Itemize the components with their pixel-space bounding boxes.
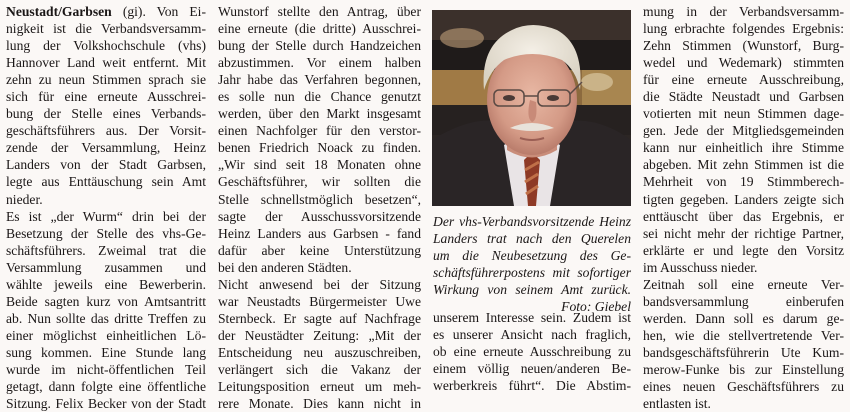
text-line: sich für eine erneute Ausschrei-: [6, 89, 206, 105]
article-column-2: [218, 3, 421, 412]
text-line: geschäftsführers aus. Der Vorsit-: [6, 123, 206, 139]
text-line: votierten mit neun Stimmen dage-: [643, 106, 844, 122]
text-line: gen. Jede der Mitgliedsgemeinden: [643, 123, 844, 139]
text-line: Nicht anwesend bei der Sitzung: [218, 276, 421, 292]
text-line: mung in der Verbandsversamm-: [643, 4, 844, 19]
text-line: die Städte Neustadt und Garbsen: [643, 89, 844, 105]
text-line: Besetzung der Stelle des vhs-Ge-: [6, 225, 206, 241]
text-line: zehn zu neun Stimmen sprach sie: [6, 72, 206, 88]
article-column-3: [433, 309, 631, 394]
text-line: benen Friedrich Noack zu finden.: [218, 140, 421, 156]
text-line: merow-Funke bis zur Einstellung: [643, 361, 844, 377]
caption-line: um die Neubesetzung des Ge-: [433, 248, 631, 264]
text-line: bandsgeschäftsführerin Ute Kum-: [643, 344, 844, 360]
text-line: enttäuscht über das Ergebnis, er: [643, 208, 844, 224]
text-line: legte aus Enttäuschung sein Amt: [6, 174, 206, 190]
text-line: Stelle schnellstmöglich besetzen“,: [218, 191, 421, 207]
text-line: getagt, dann folgte eine öffentliche: [6, 379, 206, 395]
text-line: sung kommen. Eine Stunde lang: [6, 344, 206, 360]
text-line: bei den anderen Städten.: [218, 259, 352, 275]
text-line: einen Nachfolger für den verstor-: [218, 123, 421, 139]
text-line: Hannover Land weit entfernt. Mit: [6, 55, 206, 71]
text-line: einer möglichst einheitlichen Lö-: [6, 327, 206, 343]
text-line: verlängert sich die Vakanz der: [218, 361, 421, 377]
text-line: Entscheidung neu auszuschreiben,: [218, 344, 421, 360]
text-line: werden. Dann soll es darum ge-: [643, 310, 844, 326]
photo-caption: [433, 213, 631, 315]
text-line: abgeben. Mit zehn Stimmen ist die: [643, 157, 844, 173]
text-line: rere Monate. Dies kann nicht in: [218, 396, 421, 412]
caption-line: schäftsführerpostens mit sofortiger: [433, 265, 631, 281]
text-line: nieder.: [6, 191, 43, 207]
text-line: für eine erneute Ausschreibung,: [643, 72, 844, 88]
text-line: werberkreis führt“. Die Abstim-: [433, 378, 631, 394]
text-line: dafür aber keine Unterstützung: [218, 242, 421, 258]
text-line: „Wir sind seit 18 Monaten ohne: [218, 157, 421, 173]
text-line: kann nur einheitlich ihre Stimme: [643, 140, 844, 156]
text-line: ab. Nun sollte das dritte Treffen zu: [6, 310, 206, 326]
text-line: erklärte er und legte den Vorsitz: [643, 242, 844, 258]
text-line: lung erbrachte folgendes Ergebnis:: [643, 21, 844, 37]
photo-credit: Foto: Giebel: [561, 299, 631, 315]
text-line: zende der Versammlung, Heinz: [6, 140, 206, 156]
text-line: Sternbeck. Er sagte auf Nachfrage: [218, 310, 421, 326]
text-line: es solle nun die Chance genutzt: [218, 89, 421, 105]
text-line: hen, wie die stellvertretende Ver-: [643, 327, 844, 343]
text-line: werden, über den Markt insgesamt: [218, 106, 421, 122]
text-line: ob eine erneute Ausschreibung zu: [433, 344, 631, 360]
text-line: der Neustädter Zeitung: „Mit der: [218, 327, 421, 343]
text-line: sei nicht mehr der richtige Partner,: [643, 225, 844, 241]
caption-line: Landers trat nach den Querelen: [433, 231, 631, 247]
text-line: entlasten ist.: [643, 396, 711, 412]
text-line: Zehn Stimmen (Wunstorf, Burg-: [643, 38, 844, 54]
article-column-4: [643, 3, 844, 412]
text-line: einem völlig neuen/anderen Be-: [433, 361, 631, 377]
text-line: bung der Stelle durch Handzeichen: [218, 38, 421, 54]
text-line: nigkeit ist die Verbandsversamm-: [6, 21, 206, 37]
text-line: bung der Stelle eines Verbands-: [6, 106, 206, 122]
text-line: schäftsführers. Zweimal trat die: [6, 242, 206, 258]
text-line: war Neustadts Bürgermeister Uwe: [218, 293, 421, 309]
text-line: eines neuen Geschäftsführers zu: [643, 379, 844, 395]
text-line: Jahr habe das Verfahren begonnen,: [218, 72, 421, 88]
text-line: im Ausschuss nieder.: [643, 259, 758, 275]
text-line: wurde im nicht-öffentlichen Teil: [6, 361, 206, 377]
text-line: Leitungsposition erneut um meh-: [218, 379, 421, 395]
text-line: Versammlung zusammen und: [6, 259, 206, 275]
caption-line: Der vhs-Verbandsvorsitzende Heinz: [433, 214, 631, 229]
portrait-photo: [432, 10, 631, 206]
text-line: bandsversammlung einberufen: [643, 293, 844, 309]
text-line: abzustimmen. Vor einem halben: [218, 55, 421, 71]
text-line: Landers von der Stadt Garbsen,: [6, 157, 206, 173]
text-line: eine erneute (die dritte) Ausschrei-: [218, 21, 421, 37]
text-line: unserem Interesse sein. Zudem ist: [433, 310, 631, 325]
portrait-photo-image: [432, 10, 631, 206]
caption-line: Wirkung von seinem Amt zurück.: [433, 282, 631, 298]
article-lead-line: Neustadt/Garbsen (gi). Von Ei-: [6, 4, 206, 19]
text-line: wedel und Wedemark) stimmten: [643, 55, 844, 71]
text-line: wählte jeweils eine Bewerberin.: [6, 276, 206, 292]
dateline: Neustadt/Garbsen: [6, 4, 112, 19]
text-line: Es ist „der Wurm“ drin bei der: [6, 208, 206, 224]
text-line: tigten gegeben. Landers zeigte sich: [643, 191, 844, 207]
text-line: Wunstorf stellte den Antrag, über: [218, 4, 421, 19]
text-line: sagte der Ausschussvorsitzende: [218, 208, 421, 224]
text-line: Beide sagten kurz von Amtsantritt: [6, 293, 206, 309]
text-line: lung der Volkshochschule (vhs): [6, 38, 206, 54]
text-line: es unserer Ansicht nach fraglich,: [433, 327, 631, 343]
text-line: Sitzung. Felix Becker von der Stadt: [6, 396, 206, 412]
text-line: Mehrheit von 19 Stimmberech-: [643, 174, 844, 190]
text-line: Geschäftsführer, wir sollten die: [218, 174, 421, 190]
text-line: Heinz Landers aus Garbsen - fand: [218, 225, 421, 241]
text-line: Zeitnah soll eine erneute Ver-: [643, 276, 844, 292]
article-column-1: [6, 3, 206, 412]
